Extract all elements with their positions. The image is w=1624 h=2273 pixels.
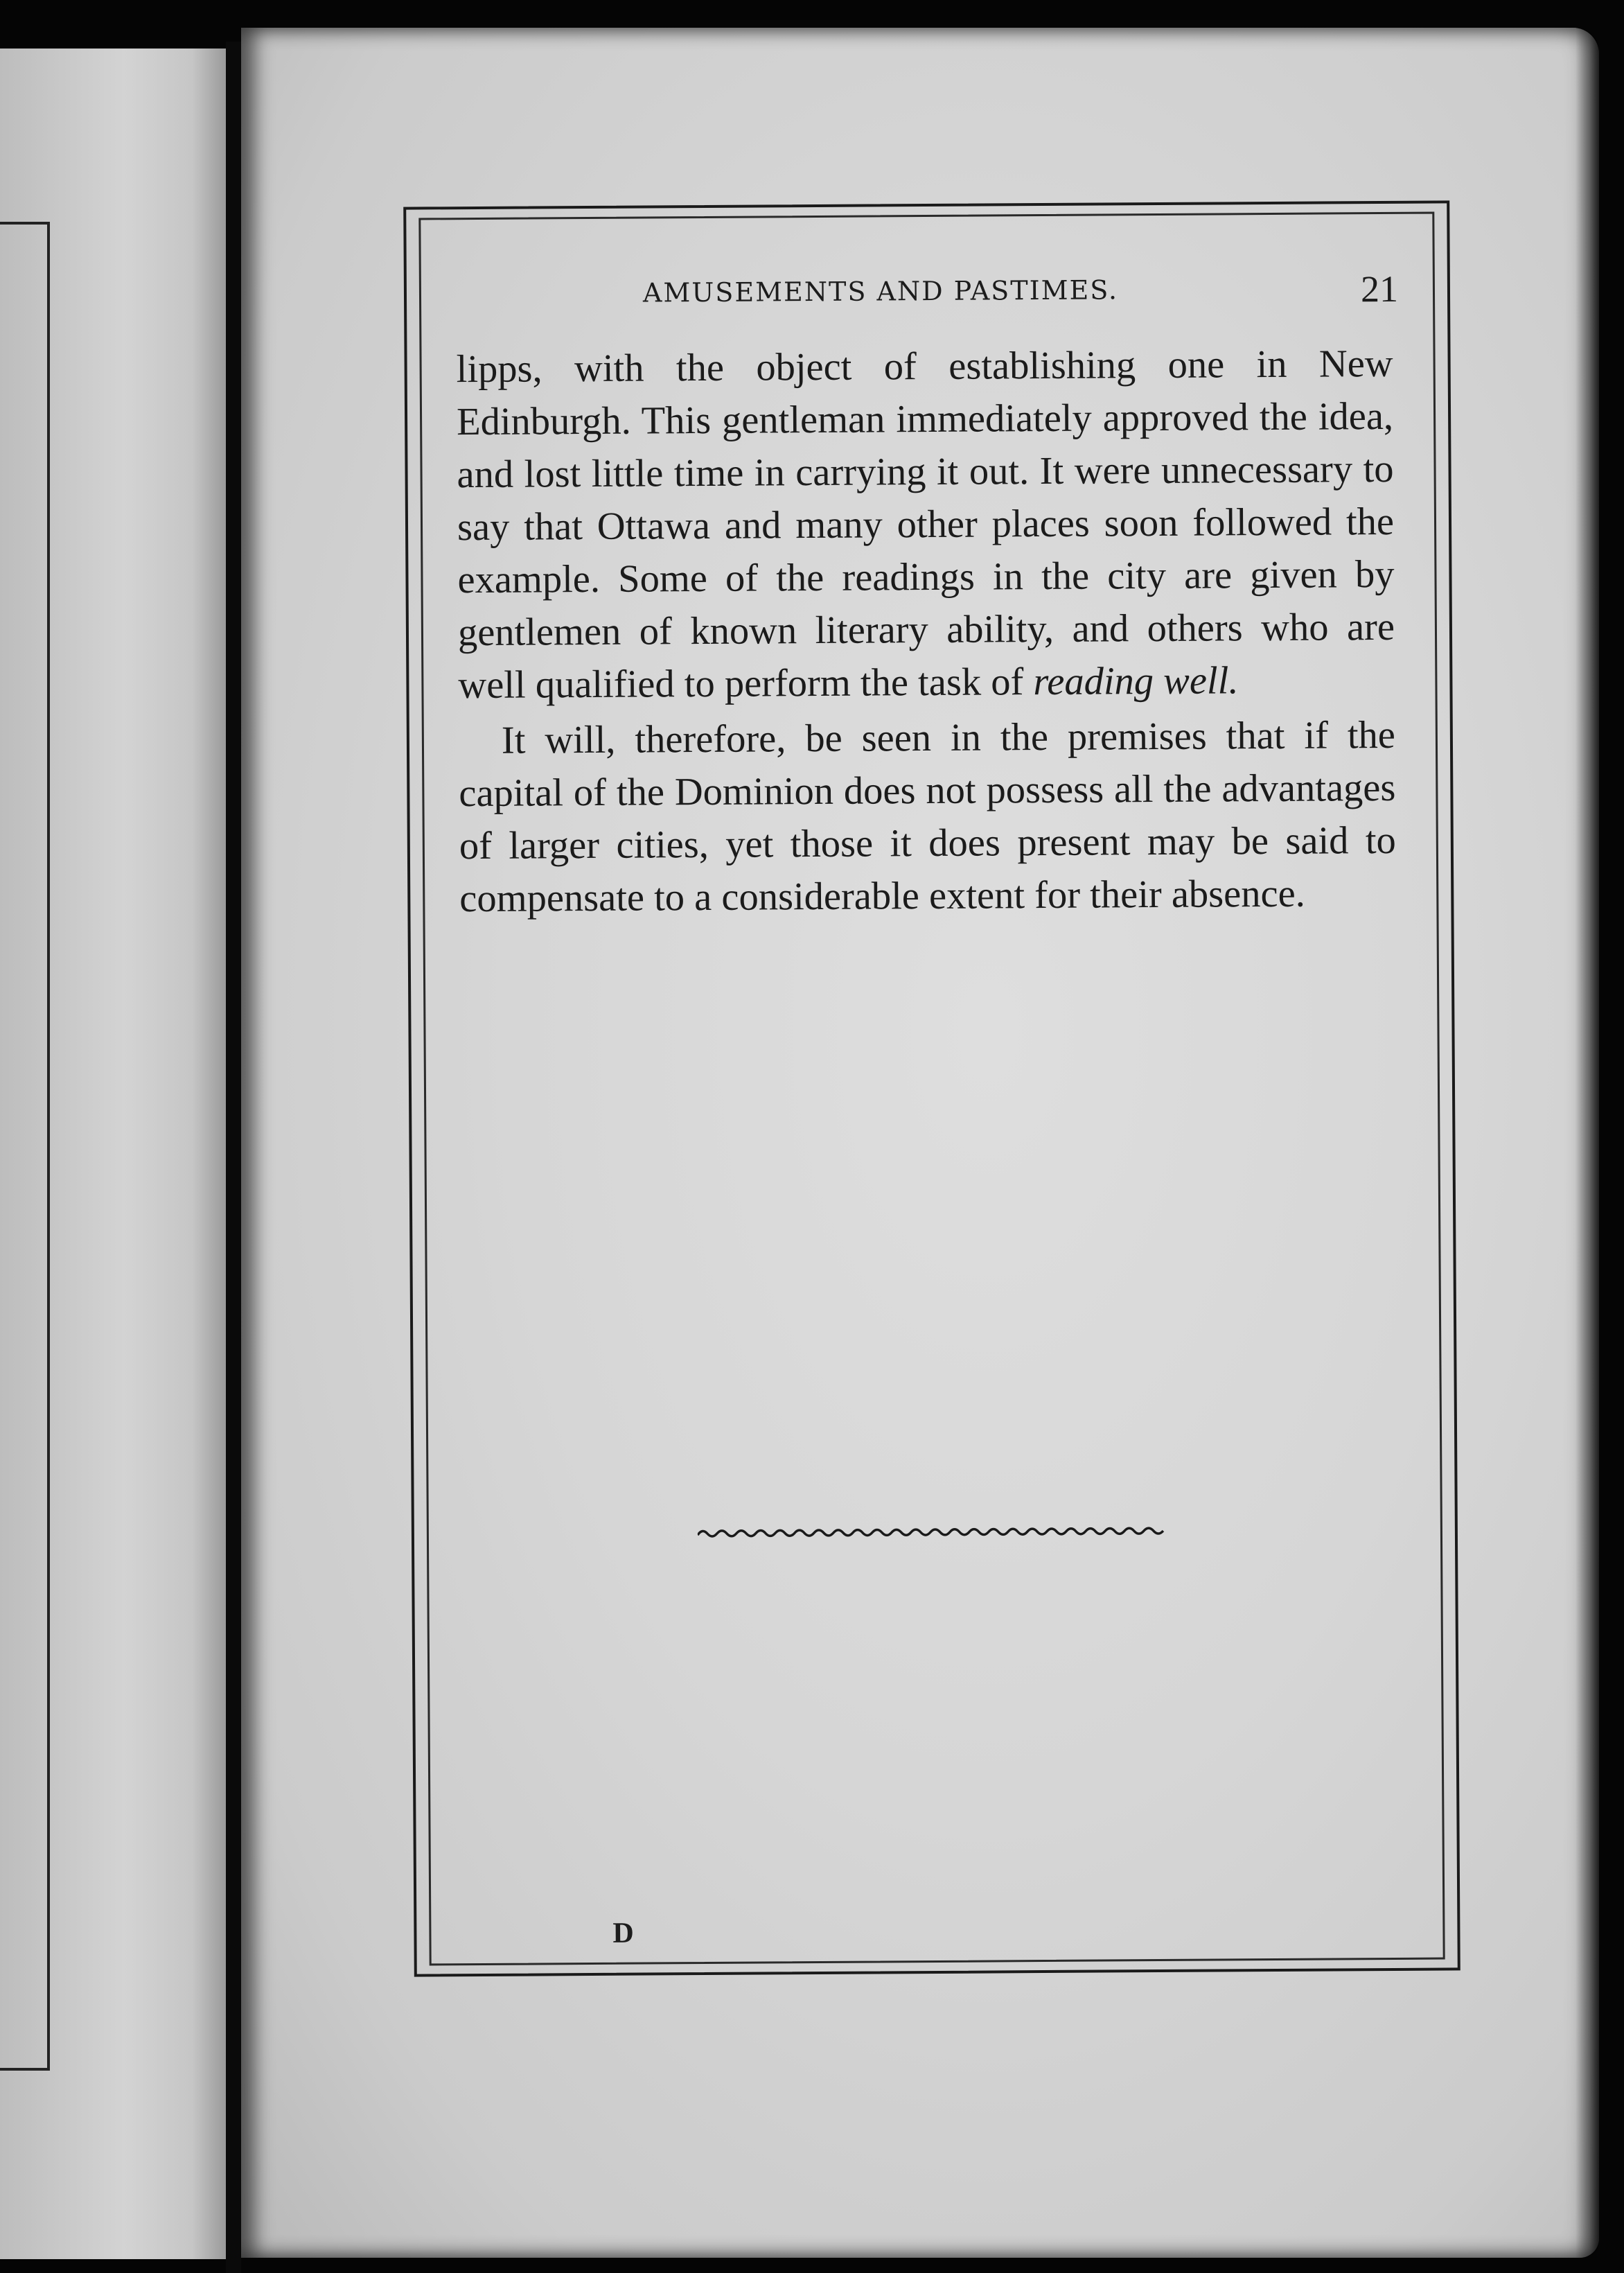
paragraph-1-italic: reading well. (1033, 659, 1239, 704)
paragraph-1-text: lipps, with the object of establishing one in New Edinburgh. This gentleman immediately approved the idea, and lost little time in carrying it out. It were unnecessary to say that Ottawa and many other places soon followed the example. Some of the readings in the city are given by gentlemen of known literary ability, and others who are well qualified to perform the task of (456, 342, 1395, 708)
page-frame-inner (418, 212, 1445, 1966)
book-gutter (226, 42, 241, 2273)
body-text (456, 337, 1396, 925)
page-edge-shadow (1576, 28, 1599, 2258)
paragraph-1 (456, 337, 1395, 712)
page-frame (403, 200, 1460, 1976)
facing-page-border (0, 222, 50, 2071)
book-page (241, 28, 1599, 2258)
page-number: 21 (1360, 267, 1399, 310)
running-head-title: AMUSEMENTS AND PASTIMES. (642, 274, 1119, 308)
running-head (421, 267, 1433, 321)
wavy-rule-ornament (698, 1520, 1169, 1543)
facing-page-left (0, 49, 226, 2259)
paragraph-2: It will, therefore, be seen in the premises that if the capital of the Dominion does not possess all the advantages of larger cities, yet those it does present may be said to compensate to a considerable extent for their absence. (459, 713, 1397, 921)
signature-mark: D (612, 1917, 634, 1949)
